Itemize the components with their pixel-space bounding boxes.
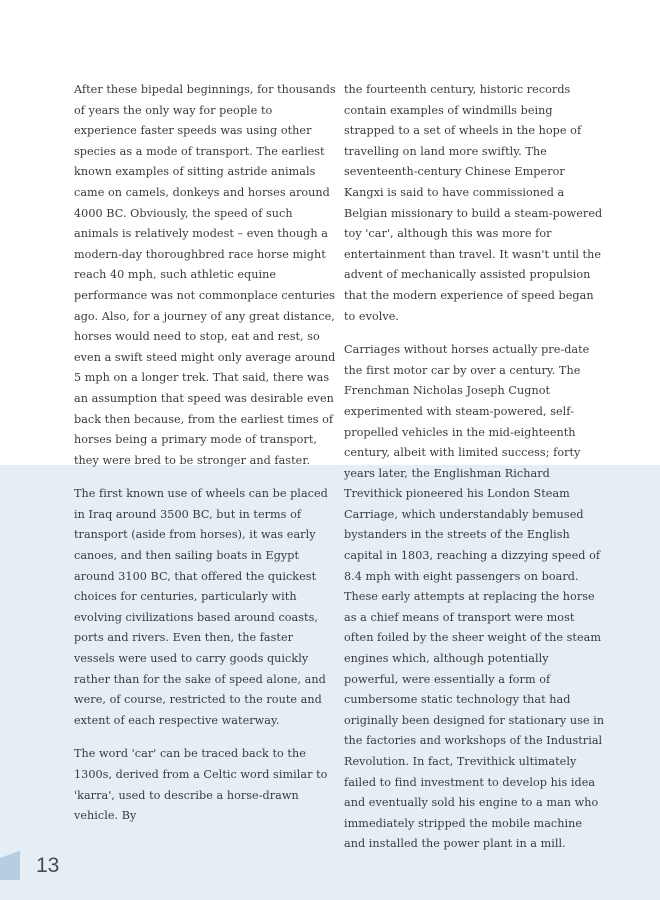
paragraph: After these bipedal beginnings, for thousands of years the only way for people to experience faster speeds was using other species as a mode of transport. The earliest known examples of sitting astride animals came on camels, donkeys and horses around 4000 BC. Obviously, the speed of such animals is relatively modest – even though a modern-day thoroughbred race horse might reach 40 mph, such athletic equine performance was not commonplace centuries ago. Also, for a journey of any great distance, horses would need to stop, eat and rest, so even a swift steed might only average around 5 mph on a longer trek. That said, there was an assumption that speed was desirable even back then because, from the earliest times of horses being a primary mode of transport, they were bred to be stronger and faster. (74, 83, 336, 467)
left-text-column (74, 80, 336, 840)
right-text-column (344, 80, 606, 868)
paragraph: the fourteenth century, historic records contain examples of windmills being strapped to a set of wheels in the hope of travelling on land more swiftly. The seventeenth-century Chinese Emperor Kangxi is said to have commissioned a Belgian missionary to build a steam-powered toy 'car', although this was more for entertainment than travel. It wasn't until the advent of mechanically assisted propulsion that the modern experience of speed began to evolve. (344, 83, 603, 323)
page-number: 13 (36, 854, 60, 877)
corner-accent (0, 838, 20, 880)
paragraph: Carriages without horses actually pre-date the first motor car by over a century. The Frenchman Nicholas Joseph Cugnot experimented with steam-powered, self-propelled vehicles in the mid-eighteenth century, albeit with limited success; forty years later, the Englishman Richard Trevithick pioneered his London Steam Carriage, which understandably bemused bystanders in the streets of the English capital in 1803, reaching a dizzying speed of 8.4 mph with eight passengers on board. These early attempts at replacing the horse as a chief means of transport were most often foiled by the sheer weight of the steam engines which, although potentially powerful, were essentially a form of cumbersome static technology that had originally been designed for stationary use in the factories and workshops of the Industrial Revolution. In fact, Trevithick ultimately failed to find investment to develop his idea and eventually sold his engine to a man who immediately stripped the mobile machine and installed the power plant in a mill. (344, 343, 605, 851)
paragraph: The first known use of wheels can be placed in Iraq around 3500 BC, but in terms of transport (aside from horses), it was early canoes, and then sailing boats in Egypt around 3100 BC, that offered the quickest choices for centuries, particularly with evolving civilizations based around coasts, ports and rivers. Even then, the faster vessels were used to carry goods quickly rather than for the sake of speed alone, and were, of course, restricted to the route and extent of each respective waterway. (74, 487, 328, 727)
paragraph: The word 'car' can be traced back to the 1300s, derived from a Celtic word similar to 'karra', used to describe a horse-drawn vehicle. By (74, 747, 328, 823)
